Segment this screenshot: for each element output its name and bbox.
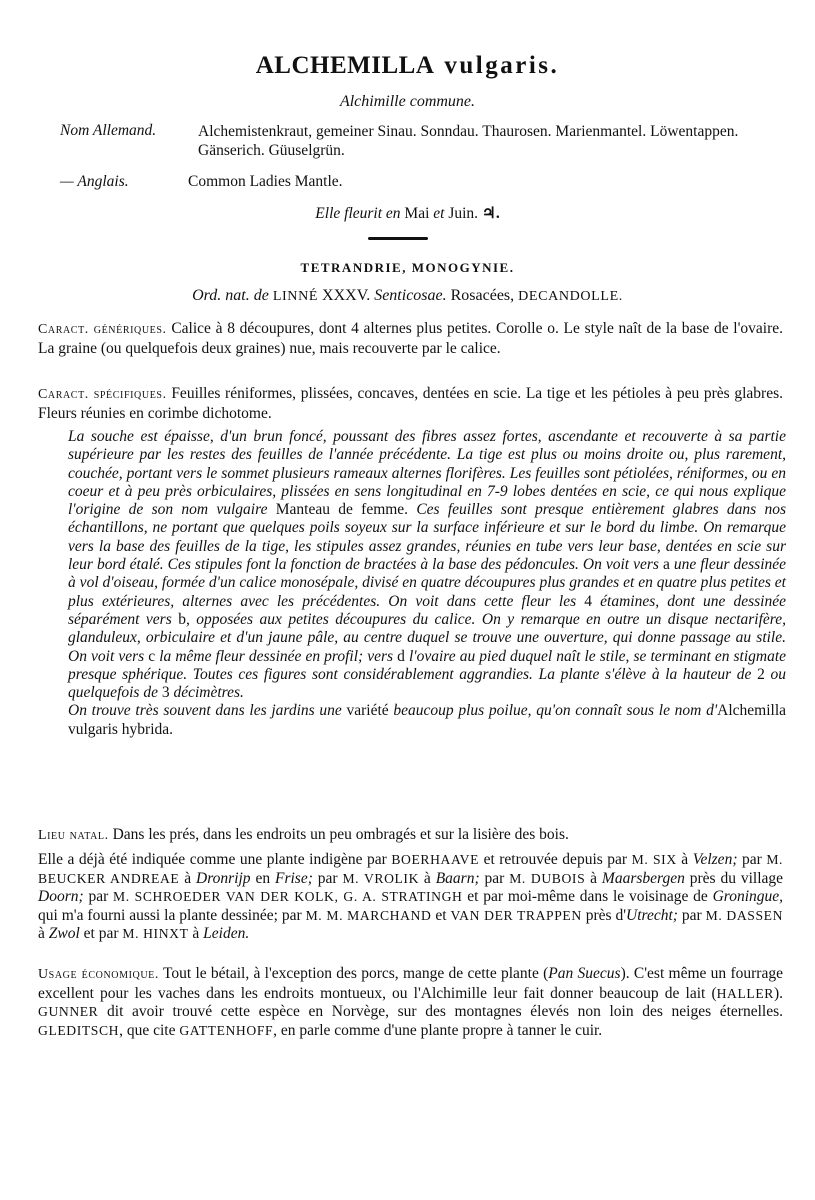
loc-place: Utrecht; [626, 906, 678, 924]
english-names [60, 173, 790, 191]
usage-person: HALLER [716, 985, 774, 1001]
flowering-en: en [385, 205, 401, 222]
figure-letter: c [148, 647, 156, 665]
flowering-prefix: Elle fleurit [315, 205, 383, 222]
flowering-month-2: Juin. [448, 205, 479, 222]
localities [38, 851, 783, 944]
desc-text: La souche est épaisse, d'un brun foncé, poussant des fibres assez fortes, ascendante et recouverte à sa partie supérieure par les restes des feuilles de l'année précédente. La tige est plus ou moins droite ou, plus rarement, couchée, portant vers le sommet plusieurs rameaux alternes florifères. Les feuilles sont pétiolées, réniformes, ou en coeur et à peu près orbiculaires, plissées en sens longitudinal en 7-9 lobes dentées en scie, ce qui nous explique l'origine de son nom vulgaire [68, 428, 786, 519]
specific-text: Feuilles réniformes, plissées, concaves, dentées en scie. La tige et les pétioles à peu près glabres. Fleurs réunies en corimbe dichotome. [38, 385, 783, 422]
loc-text: à [681, 851, 689, 868]
flowering-month-1: Mai [404, 205, 430, 222]
economic-usage [38, 965, 783, 1040]
loc-text: par [681, 906, 702, 924]
loc-text: par [484, 869, 505, 887]
species-name: vulgaris. [444, 52, 560, 79]
usage-text: ). [773, 984, 783, 1002]
usage-label: Usage économique. [38, 967, 159, 982]
loc-place: Baarn; [435, 869, 480, 887]
german-label: Nom Allemand. [60, 122, 157, 139]
flowering-et: et [433, 205, 445, 222]
specific-characters [38, 385, 783, 423]
desc-hybrid-name: Alchemilla vulgaris hybrida. [68, 702, 787, 738]
usage-person: GUNNER [38, 1004, 99, 1019]
common-name: Alchimille commune. [339, 93, 476, 110]
loc-text: à [184, 869, 192, 887]
loc-person: M. DASSEN [705, 907, 784, 923]
loc-place: Groningue, [712, 888, 784, 905]
figure-letter: d [397, 647, 405, 665]
loc-text: à [423, 869, 431, 887]
flowering-time [0, 204, 815, 223]
desc-text: On trouve très souvent dans les jardins une [68, 702, 342, 720]
loc-person: M. DUBOIS [509, 870, 586, 886]
loc-place: Doorn; [38, 888, 84, 905]
desc-number: 2 [757, 665, 765, 683]
loc-text: à [590, 869, 598, 887]
loc-text: par [317, 869, 338, 887]
desc-text: beaucoup plus poilue, qu'on connaît sous le nom d' [393, 702, 718, 720]
order-senticosae: Senticosae. [374, 287, 447, 304]
loc-text: à [38, 925, 45, 942]
desc-text: ou quelquefois de [68, 665, 786, 702]
loc-place: Frise; [274, 869, 313, 887]
loc-text: en [255, 869, 271, 887]
loc-place: Dronrijp [196, 869, 251, 887]
loc-text: près d' [585, 906, 627, 924]
figure-letter: b [178, 610, 186, 628]
natural-order [0, 287, 815, 305]
loc-person: M. SIX [631, 852, 677, 867]
native-habitat [38, 826, 783, 846]
desc-text: une fleur dessinée à vol d'oiseau, formée d'un calice monosépale, divisé en quatre découpures plus grandes et en quatre plus petites et plus extérieures, alternes avec les précédentes. On voit dans cette fleur les [68, 556, 787, 610]
description-paragraph-2 [68, 702, 786, 739]
loc-text: qui m'a fourni aussi la plante dessinée; par [38, 906, 302, 924]
habitat-label: Lieu natal. [38, 828, 109, 843]
english-value: Common Ladies Mantle. [188, 173, 343, 190]
usage-latin: Pan Suecus [548, 965, 621, 982]
genus-name: ALCHEMILLA [255, 52, 435, 79]
loc-person: M. BEUCKER ANDREAE [38, 852, 784, 886]
loc-place: Maarsbergen [601, 869, 685, 887]
specific-label: Caract. spécifiques. [38, 387, 167, 402]
generic-label: Caract. génériques. [38, 322, 167, 337]
desc-variety: variété [346, 702, 389, 720]
loc-text: par [88, 888, 109, 905]
loc-person: VAN DER TRAPPEN [450, 907, 582, 923]
desc-text: décimètres. [173, 684, 244, 702]
desc-vernacular: Manteau de femme. [275, 501, 409, 519]
german-value: Alchemistenkraut, gemeiner Sinau. Sonndau. Thaurosen. Marienmantel. Löwentappen. Gänserich. Güuselgrün. [198, 123, 739, 159]
usage-text: , en parle comme d'une plante propre à tanner le cuir. [273, 1021, 603, 1039]
loc-person: BOERHAAVE [391, 852, 480, 867]
description [68, 428, 786, 739]
loc-text: près du village [689, 869, 784, 887]
desc-text: étamines, dont une dessinée séparément vers [68, 592, 786, 628]
usage-text: dit avoir trouvé cette espèce en Norvège, sur des montagnes élevés non loin des neiges éternelles. [107, 1003, 783, 1020]
usage-person: GLEDITSCH [38, 1022, 120, 1038]
desc-text: la même fleur dessinée en profil; vers [159, 647, 394, 665]
loc-text: et par [83, 925, 119, 942]
order-decandolle: DECANDOLLE. [518, 288, 623, 304]
loc-place: Velzen; [692, 851, 738, 868]
usage-text: ). C'est même un fourrage excellent pour les vaches dans les endroits montueux, ou l'Alchimille leur fait donner beaucoup de lait ( [38, 965, 783, 1002]
loc-person: M. SCHROEDER VAN DER KOLK, G. A. STRATINGH [113, 889, 463, 904]
order-linne: LINNÉ [272, 288, 319, 304]
usage-text: , que cite [119, 1021, 176, 1039]
german-names [60, 122, 790, 160]
loc-person: M. VROLIK [342, 870, 420, 886]
usage-text: Tout le bétail, à l'exception des porcs, mange de cette plante ( [162, 965, 549, 982]
desc-number: 4 [584, 592, 593, 610]
loc-place: Zwol [48, 925, 80, 942]
order-number: XXXV. [322, 287, 371, 304]
generic-characters [38, 320, 783, 358]
description-paragraph-1 [68, 428, 786, 702]
loc-person: M. M. MARCHAND [305, 907, 432, 923]
ornamental-rule [368, 237, 428, 240]
loc-text: et [435, 906, 447, 924]
loc-person: M. HINXT [122, 926, 189, 941]
loc-text: et retrouvée depuis par [483, 851, 628, 868]
desc-text: l'ovaire au pied duquel naît le stile, se terminant en stigmate presque sphérique. Toutes ces figures sont considérablement aggrandies. La plante s'élève à la hauteur de [68, 647, 787, 683]
loc-text: à [192, 925, 200, 942]
perennial-symbol: ♃. [481, 205, 500, 222]
desc-number: 3 [161, 684, 170, 702]
loc-text: par [742, 851, 762, 868]
loc-place: Leiden. [203, 925, 250, 942]
loc-text: et par moi-même dans le voisinage de [467, 888, 708, 905]
usage-person: GATTENHOFF [179, 1022, 274, 1038]
english-label: — Anglais. [60, 173, 129, 190]
order-prefix: Ord. nat. de [192, 287, 269, 304]
desc-text: Ces feuilles sont presque entièrement glabres dans nos échantillons, ne portant que quelques poils soyeux sur la surface inférieure et sur le bord du limbe. On remarque vers la base des feuilles de la tige, les stipules assez grandes, réunies en tube vers leur base, dentées en scie sur leur bord étalé. Ces stipules font la fonction de bractées à la base des pédoncules. On voit vers [68, 501, 786, 574]
linnaean-class: TETRANDRIE, MONOGYNIE. [300, 260, 515, 275]
order-rosacees: Rosacées, [450, 287, 515, 304]
generic-text: Calice à 8 découpures, dont 4 alternes plus petites. Corolle o. Le style naît de la base de l'ovaire. La graine (ou quelquefois deux graines) nue, mais recouverte par le calice. [38, 320, 783, 357]
loc-text: Elle a déjà été indiquée comme une plante indigène par [38, 851, 387, 868]
figure-letter: a [662, 556, 670, 574]
desc-text: , opposées aux petites découpures du calice. On y remarque en outre un disque nectarifère, glanduleux, orbiculaire et d'un jaune pâle, au centre duquel se trouve une ouverture, qui donne passage au stile. On voit vers [68, 610, 787, 665]
plant-title [0, 52, 815, 80]
habitat-text: Dans les prés, dans les endroits un peu ombragés et sur la lisière des bois. [112, 826, 569, 843]
